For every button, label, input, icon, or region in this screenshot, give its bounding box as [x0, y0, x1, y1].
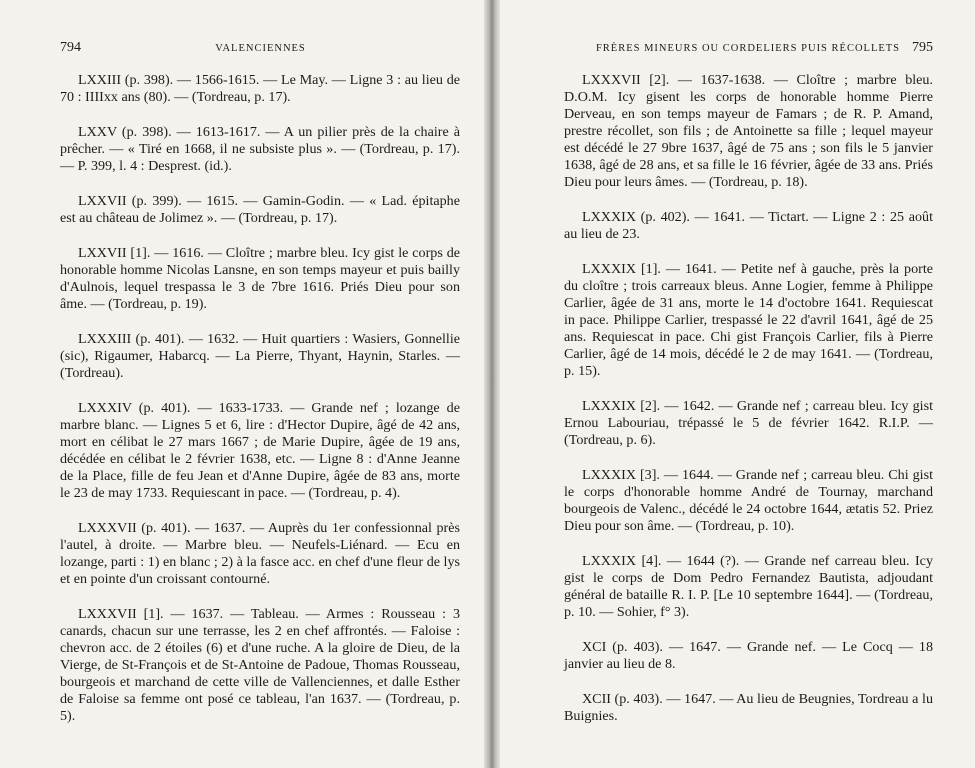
entry-xcii: XCII (p. 403). — 1647. — Au lieu de Beugnies, Tordreau a lu Buignies.: [564, 691, 933, 724]
entry-lxxxix-4: LXXXIX [4]. — 1644 (?). — Grande nef carreau bleu. Icy gist le corps de Dom Pedro Fernandez Bautista, adjoudant général de bataille R. I. P. [Le 10 septembre 1644]. — (Tordreau, p. 10. — Sohier, f° 3).: [564, 553, 933, 620]
right-page: [488, 0, 975, 768]
left-running-head: [60, 40, 460, 56]
right-running-head: [564, 40, 933, 56]
right-entries: [564, 72, 933, 725]
entry-lxxvii-1: LXXVII [1]. — 1616. — Cloître ; marbre bleu. Icy gist le corps de honorable homme Nicolas Lansne, en son temps mayeur et puis bailly d'Aulnois, lequel trespassa le 3 de 7bre 1616. Priés Dieu pour son âme. — (Tordreau, p. 19).: [60, 245, 460, 312]
left-page-number: 794: [60, 40, 81, 55]
entry-lxxv: LXXV (p. 398). — 1613-1617. — A un pilier près de la chaire à prêcher. — « Tiré en 1668, il ne subsiste plus ». — (Tordreau, p. 17). — P. 399, l. 4 : Desprest. (id.).: [60, 124, 460, 174]
entry-xci: XCI (p. 403). — 1647. — Grande nef. — Le Cocq — 18 janvier au lieu de 8.: [564, 639, 933, 672]
entry-lxxxvii-2: LXXXVII [2]. — 1637-1638. — Cloître ; marbre bleu. D.O.M. Icy gisent les corps de honorable homme Pierre Derveau, en son temps mayeur de Famars ; de R. P. Amand, prestre récollet, son fils ; de Antoinette sa fille ; lequel mayeur est décédé le 27 9bre 1637, âgé de 75 ans ; son fils le 5 janvier 1638, âgé de 28 ans, et sa fille le 16 février, âgée de 33 ans. Priés Dieu pour leurs âmes. — (Tordreau, p. 18).: [564, 72, 933, 190]
entry-lxxvii: LXXVII (p. 399). — 1615. — Gamin-Godin. — « Lad. épitaphe est au château de Jolimez ». — (Tordreau, p. 17).: [60, 193, 460, 226]
entry-lxxxiv: LXXXIV (p. 401). — 1633-1733. — Grande nef ; lozange de marbre blanc. — Lignes 5 et 6, lire : d'Hector Dupire, âgé de 42 ans, mort en célibat le 27 mars 1667 ; de Marie Dupire, âgée de 19 ans, décédée en célibat le 2 février 1638, etc. — Ligne 8 : d'Anne Jeanne de la Place, fille de feu Jean et d'Anne Dupire, âgée de 83 ans, morte le 23 de may 1733. Requiescant in pace. — (Tordreau, p. 4).: [60, 400, 460, 501]
entry-lxxxiii: LXXXIII (p. 401). — 1632. — Huit quartiers : Wasiers, Gonnellie (sic), Rigaumer, Habarcq. — La Pierre, Thyant, Haynin, Starles. — (Tordreau).: [60, 331, 460, 381]
left-entries: [60, 72, 460, 725]
left-running-title: VALENCIENNES: [215, 43, 306, 54]
right-page-number: 795: [911, 40, 933, 55]
entry-lxxxix-3: LXXXIX [3]. — 1644. — Grande nef ; carreau bleu. Chi gist le corps d'honorable homme André de Tournay, marchand bourgeois de Valenc., décédé le 24 octobre 1644, ætatis 52. Priez Dieu pour son âme. — (Tordreau, p. 10).: [564, 467, 933, 534]
right-running-title: FRÈRES MINEURS OU CORDELIERS PUIS RÉCOLLETS: [595, 43, 901, 54]
entry-lxxiii: LXXIII (p. 398). — 1566-1615. — Le May. — Ligne 3 : au lieu de 70 : IIIIxx ans (80). — (Tordreau, p. 17).: [60, 72, 460, 105]
entry-lxxxix-2: LXXXIX [2]. — 1642. — Grande nef ; carreau bleu. Icy gist Ernou Labouriau, trépassé le 5 de février 1642. R.I.P. — (Tordreau, p. 6).: [564, 398, 933, 448]
entry-lxxxix-1: LXXXIX [1]. — 1641. — Petite nef à gauche, près la porte du cloître ; trois carreaux bleus. Anne Logier, femme à Philippe Carlier, âgée de 31 ans, morte le 14 d'octobre 1641. Requiescat in pace. Philippe Carlier, trespassé le 22 d'avril 1641, âgé de 25 ans. Requiescat in pace. Chi gist François Carlier, fils à Pierre Carlier, âgé de 14 mois, décédé le 2 de may 1641. — (Tordreau, p. 15).: [564, 261, 933, 379]
entry-lxxxvii: LXXXVII (p. 401). — 1637. — Auprès du 1er confessionnal près l'autel, à droite. — Marbre bleu. — Neufels-Liénard. — Ecu en lozange, parti : 1) en blanc ; 2) à la fasce acc. en chef d'une fleur de lys et en pointe d'un croissant contourné.: [60, 520, 460, 587]
entry-lxxxix: LXXXIX (p. 402). — 1641. — Tictart. — Ligne 2 : 25 août au lieu de 23.: [564, 209, 933, 242]
entry-lxxxvii-1: LXXXVII [1]. — 1637. — Tableau. — Armes : Rousseau : 3 canards, chacun sur une terrasse, les 2 en chef affrontés. — Faloise : chevron acc. de 2 étoiles (6) et d'une ruche. A la gloire de Dieu, de la Vierge, de St-François et de St-Antoine de Padoue, Thomas Rousseau, bourgeois et marchand de cette ville de Vallenciennes, et dalle Esther de Faloise sa femme ont posé ce tableau, l'an 1637. — (Tordreau, p. 5).: [60, 606, 460, 724]
